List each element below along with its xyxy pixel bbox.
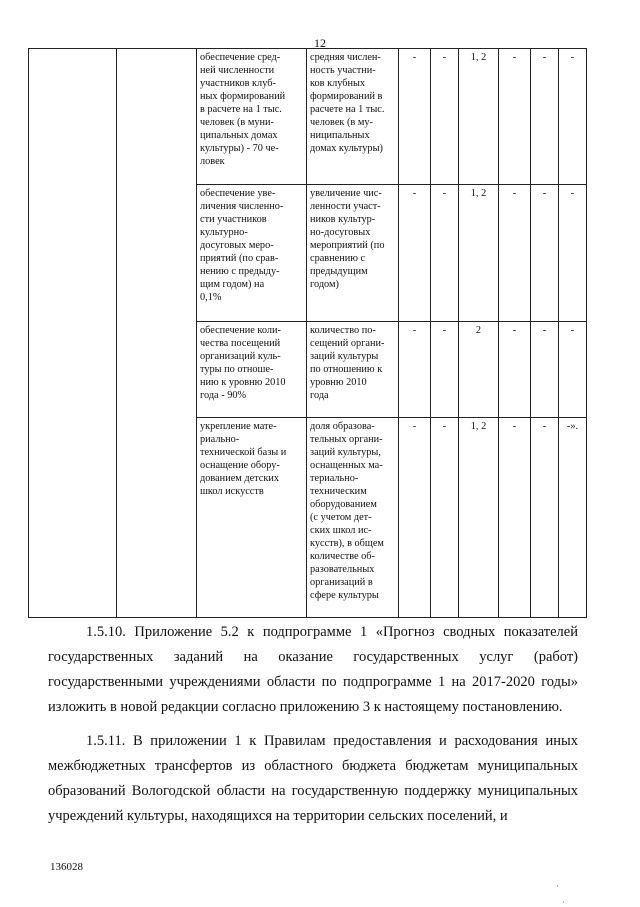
value-cell: - (431, 49, 459, 185)
scan-speck: · (556, 882, 559, 891)
value-cell: - (531, 49, 559, 185)
value-cell: - (531, 185, 559, 322)
value-cell: 2 (459, 322, 499, 418)
value-cell: - (399, 322, 431, 418)
value-cell: - (531, 322, 559, 418)
value-cell: 1, 2 (459, 418, 499, 618)
value-cell: 1, 2 (459, 49, 499, 185)
value-cell: - (431, 418, 459, 618)
value-cell: - (559, 185, 587, 322)
indicator-cell: увеличение чис- ленности участ- ников культур- но-досуговых мероприятий (по сравнению с предыдущим годом) (307, 185, 399, 322)
value-cell: - (499, 185, 531, 322)
value-cell: - (559, 322, 587, 418)
page-number: 12 (314, 36, 326, 50)
indicators-table (28, 48, 587, 618)
value-cell: - (499, 49, 531, 185)
goal-cell: обеспечение коли- чества посещений организаций куль- туры по отноше- нию к уровню 2010 года - 90% (197, 322, 307, 418)
goal-cell: обеспечение уве- личения численно- сти участников культурно- досуговых меро- приятий (по срав- нению с предыду- щим годом) на 0,1% (197, 185, 307, 322)
table-row (29, 49, 587, 185)
value-cell: - (559, 49, 587, 185)
value-cell: - (431, 322, 459, 418)
paragraph-1-5-10: 1.5.10. Приложение 5.2 к подпрограмме 1 «Прогноз сводных показателей государственных заданий на оказание государственных услуг (работ) государственными учреждениями области по подпрограмме 1 на 2017-2020 годы» изложить в новой редакции согласно приложению 3 к настоящему постановлению. (48, 624, 578, 715)
document-code: 136028 (50, 861, 83, 873)
goal-cell: укрепление мате- риально- технической базы и оснащение обору- дованием детских школ искусств (197, 418, 307, 618)
value-cell: -». (559, 418, 587, 618)
merged-cell-1 (29, 49, 117, 618)
paragraph-1-5-11: 1.5.11. В приложении 1 к Правилам предоставления и расходования иных межбюджетных трансфертов из областного бюджета бюджетам муниципальных образований Вологодской области на государственную поддержку муниципальных учреждений культуры, находящихся на территории сельских поселений, и (48, 733, 578, 824)
indicator-cell: количество по- сещений органи- заций культуры по отношению к уровню 2010 года (307, 322, 399, 418)
indicator-cell: доля образова- тельных органи- заций культуры, оснащенных ма- териально- техническим оборудованием (с учетом дет- ских школ ис- кусств), в общем количестве об- разовательных организаций в сфере культуры (307, 418, 399, 618)
value-cell: - (531, 418, 559, 618)
value-cell: - (431, 185, 459, 322)
value-cell: 1, 2 (459, 185, 499, 322)
value-cell: - (399, 185, 431, 322)
merged-cell-2 (117, 49, 197, 618)
value-cell: - (399, 49, 431, 185)
value-cell: - (499, 322, 531, 418)
scan-speck: · (562, 898, 565, 907)
indicator-cell: средняя числен- ность участни- ков клубных формирований в расчете на 1 тыс. человек (в му- ниципальных домах культуры) (307, 49, 399, 185)
value-cell: - (499, 418, 531, 618)
goal-cell: обеспечение сред- ней численности участников клуб- ных формирований в расчете на 1 тыс. человек (в муни- ципальных домах культуры) - 70 че- ловек (197, 49, 307, 185)
value-cell: - (399, 418, 431, 618)
